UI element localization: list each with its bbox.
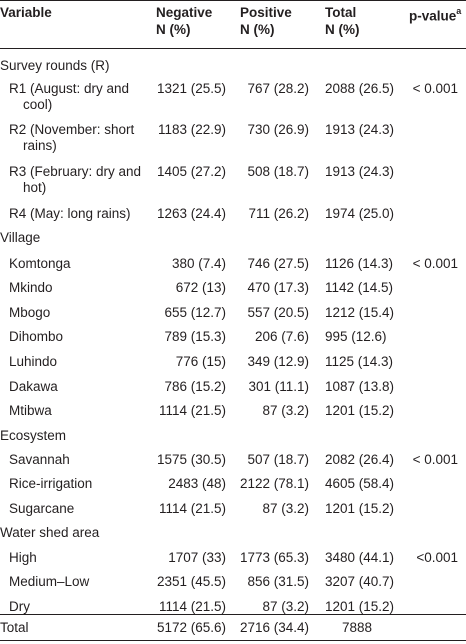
- cell-positive: 349 (12.9): [247, 354, 309, 369]
- section-label: Water shed area: [0, 525, 100, 540]
- cell-negative: 776 (15): [175, 354, 226, 369]
- row-label: Luhindo: [9, 354, 58, 369]
- cell-total: 7888: [341, 620, 372, 635]
- row-label: R1 (August: dry and cool): [9, 81, 130, 112]
- row-label: R3 (February: dry and hot): [9, 164, 142, 195]
- cell-total: 2082 (26.4): [325, 452, 395, 467]
- header-total: [325, 4, 360, 38]
- row-label: Mbogo: [9, 305, 51, 320]
- cell-negative: 655 (12.7): [164, 305, 226, 320]
- table-bottom-rule: [0, 640, 466, 641]
- cell-total: 1126 (14.3): [325, 256, 394, 271]
- cell-negative: 1321 (25.5): [156, 81, 226, 96]
- cell-negative: 380 (7.4): [171, 256, 226, 271]
- header-negative-label: Negative: [156, 5, 213, 20]
- row-label: R2 (November: short rains): [9, 122, 135, 153]
- cell-negative: 2351 (45.5): [156, 574, 226, 589]
- cell-total: 995 (12.6): [325, 329, 387, 344]
- cell-negative: 1114 (21.5): [158, 403, 226, 418]
- cell-negative: 1707 (33): [168, 550, 226, 565]
- cell-positive: 767 (28.2): [247, 81, 309, 96]
- cell-negative: 672 (13): [175, 280, 226, 295]
- cell-positive: 470 (17.3): [247, 280, 309, 295]
- cell-total: 1974 (25.0): [325, 206, 395, 221]
- cell-total: 4605 (58.4): [325, 476, 395, 491]
- cell-total: 1212 (15.4): [325, 305, 395, 320]
- row-label: Dry: [9, 599, 30, 614]
- cell-pvalue: < 0.001: [412, 256, 458, 271]
- section-label: Village: [0, 230, 41, 245]
- cell-positive: 206 (7.6): [254, 329, 309, 344]
- header-positive: [240, 4, 292, 38]
- row-label: Medium–Low: [9, 574, 90, 589]
- section-label: Ecosystem: [0, 428, 67, 443]
- cell-positive: 746 (27.5): [247, 256, 309, 271]
- cell-negative: 5172 (65.6): [156, 620, 226, 635]
- cell-positive: 507 (18.7): [247, 452, 309, 467]
- row-label: Rice-irrigation: [9, 476, 93, 491]
- row-label: Dakawa: [9, 379, 58, 394]
- cell-total: 1913 (24.3): [325, 122, 395, 137]
- cell-positive: 711 (26.2): [248, 206, 309, 221]
- row-label: Dihombo: [9, 329, 64, 344]
- cell-positive: 87 (3.2): [262, 599, 309, 614]
- table-top-rule: [0, 0, 466, 1]
- cell-total: 3207 (40.7): [325, 574, 395, 589]
- cell-positive: 508 (18.7): [247, 164, 309, 179]
- cell-negative: 789 (15.3): [164, 329, 226, 344]
- cell-negative: 1405 (27.2): [156, 164, 226, 179]
- cell-positive: 301 (11.1): [248, 379, 309, 394]
- cell-positive: 2716 (34.4): [239, 620, 309, 635]
- cell-positive: 730 (26.9): [247, 122, 309, 137]
- header-positive-label: Positive: [240, 5, 292, 20]
- cell-negative: 1575 (30.5): [156, 452, 226, 467]
- cell-total: 2088 (26.5): [325, 81, 395, 96]
- cell-total: 1087 (13.8): [325, 379, 395, 394]
- cell-negative: 2483 (48): [168, 476, 226, 491]
- section-label: Survey rounds (R): [0, 58, 110, 73]
- cell-negative: 1114 (21.5): [158, 501, 226, 516]
- row-label: High: [9, 550, 37, 565]
- cell-total: 1125 (14.3): [325, 354, 394, 369]
- header-pvalue: [409, 4, 461, 25]
- row-label: R4 (May: long rains): [9, 206, 131, 221]
- table-total-rule: [0, 614, 466, 615]
- header-positive-unit: N (%): [240, 22, 275, 37]
- header-negative: [156, 4, 212, 38]
- cell-total: 1913 (24.3): [325, 164, 395, 179]
- cell-negative: 1183 (22.9): [157, 122, 226, 137]
- cell-positive: 2122 (78.1): [239, 476, 309, 491]
- cell-total: 1201 (15.2): [325, 501, 395, 516]
- header-pvalue-footnote: a: [456, 6, 462, 16]
- cell-total: 1201 (15.2): [325, 599, 395, 614]
- header-variable: [0, 4, 52, 21]
- header-variable-label: Variable: [0, 5, 52, 20]
- cell-positive: 87 (3.2): [262, 501, 309, 516]
- cell-pvalue: <0.001: [416, 550, 458, 565]
- total-label: Total: [0, 620, 29, 635]
- row-label: Komtonga: [9, 256, 71, 271]
- cell-total: 1201 (15.2): [325, 403, 395, 418]
- row-label: Sugarcane: [9, 501, 75, 516]
- cell-negative: 1114 (21.5): [158, 599, 226, 614]
- header-total-label: Total: [325, 5, 357, 20]
- cell-negative: 1263 (24.4): [156, 206, 226, 221]
- cell-positive: 557 (20.5): [247, 305, 309, 320]
- cell-positive: 856 (31.5): [247, 574, 309, 589]
- cell-pvalue: < 0.001: [412, 81, 458, 96]
- cell-pvalue: < 0.001: [412, 452, 458, 467]
- cell-positive: 87 (3.2): [262, 403, 309, 418]
- row-label: Savannah: [9, 452, 70, 467]
- header-total-unit: N (%): [325, 22, 360, 37]
- cell-positive: 1773 (65.3): [239, 550, 309, 565]
- row-label: Mkindo: [9, 280, 53, 295]
- header-negative-unit: N (%): [156, 22, 191, 37]
- cell-negative: 786 (15.2): [164, 379, 226, 394]
- header-pvalue-label: p-value: [409, 8, 457, 24]
- cell-total: 1142 (14.5): [325, 280, 394, 295]
- cell-total: 3480 (44.1): [325, 550, 395, 565]
- table-header-rule: [0, 48, 466, 49]
- row-label: Mtibwa: [9, 403, 52, 418]
